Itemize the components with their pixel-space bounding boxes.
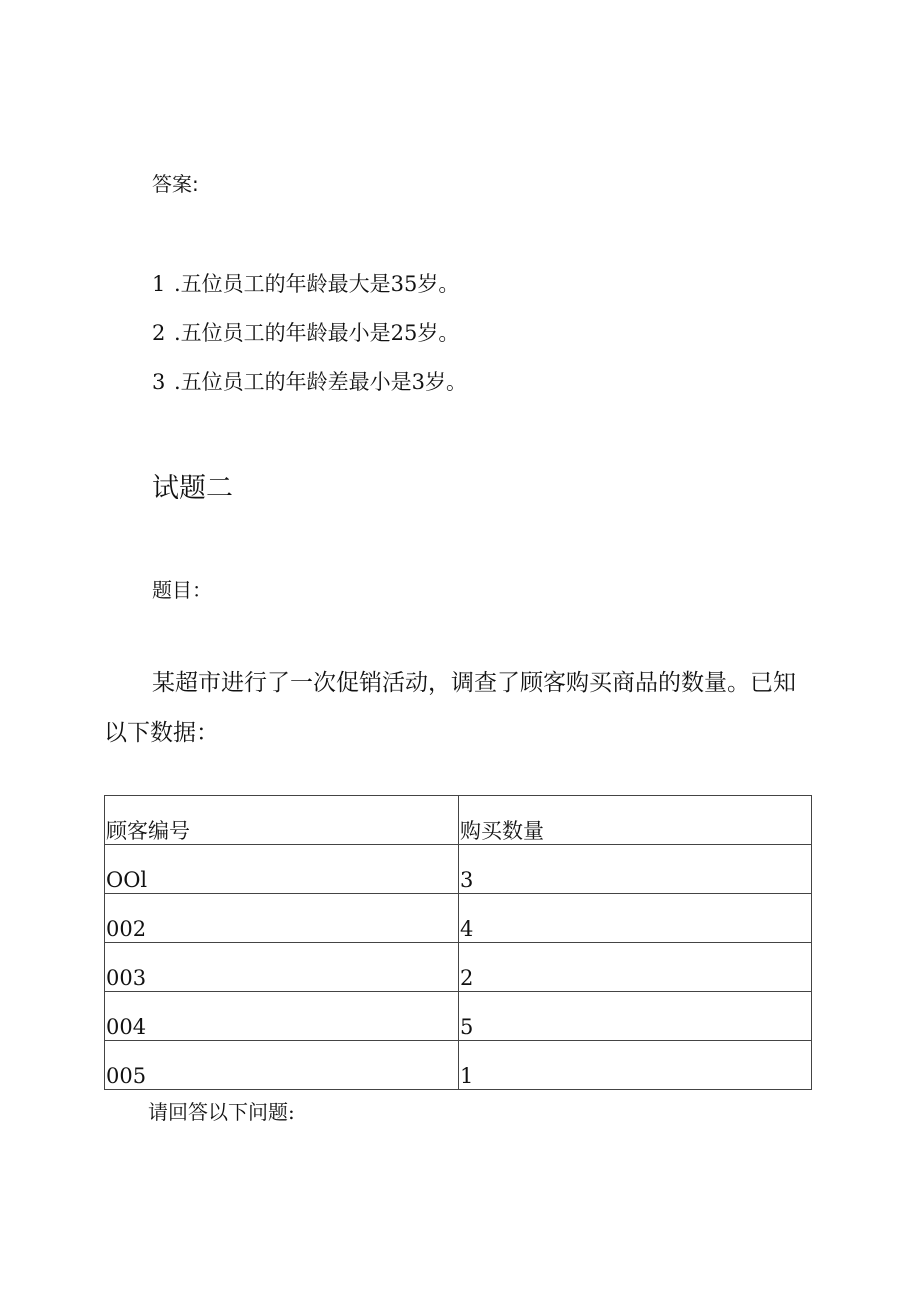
customer-purchase-table <box>104 795 812 1090</box>
answer-item <box>152 268 459 298</box>
cell-customer-id: 002 <box>105 894 459 943</box>
cell-customer-id: 003 <box>105 943 459 992</box>
answer-heading: 答案: <box>152 172 199 196</box>
header-customer-id: 顾客编号 <box>105 796 459 845</box>
table-row <box>105 992 812 1041</box>
question-label: 题目： <box>152 578 212 602</box>
cell-customer-id: 005 <box>105 1041 459 1090</box>
cell-customer-id: 004 <box>105 992 459 1041</box>
closing-prompt: 请回答以下问题: <box>148 1100 295 1124</box>
answer-item-text: .五位员工的年龄差最小是3岁。 <box>174 370 468 394</box>
cell-purchase-quantity: 3 <box>459 845 812 894</box>
cell-purchase-quantity: 1 <box>459 1041 812 1090</box>
answer-item <box>152 366 467 396</box>
table-row <box>105 894 812 943</box>
table-row <box>105 845 812 894</box>
answer-item-number: 3 <box>152 370 166 394</box>
intro-paragraph-line: 以下数据： <box>104 720 219 746</box>
table-header-row <box>105 796 812 845</box>
header-purchase-quantity: 购买数量 <box>459 796 812 845</box>
section-title: 试题二 <box>152 473 233 504</box>
cell-customer-id: OOl <box>105 845 459 894</box>
intro-paragraph-line: 某超市进行了一次促销活动，调查了顾客购买商品的数量。已知 <box>152 670 796 696</box>
answer-item-text: .五位员工的年龄最小是25岁。 <box>174 321 460 345</box>
table-row <box>105 943 812 992</box>
answer-item-text: .五位员工的年龄最大是35岁。 <box>174 272 460 296</box>
cell-purchase-quantity: 4 <box>459 894 812 943</box>
answer-item-number: 2 <box>152 321 166 345</box>
cell-purchase-quantity: 2 <box>459 943 812 992</box>
answer-item-number: 1 <box>152 272 166 296</box>
answer-item <box>152 317 459 347</box>
cell-purchase-quantity: 5 <box>459 992 812 1041</box>
table-row <box>105 1041 812 1090</box>
